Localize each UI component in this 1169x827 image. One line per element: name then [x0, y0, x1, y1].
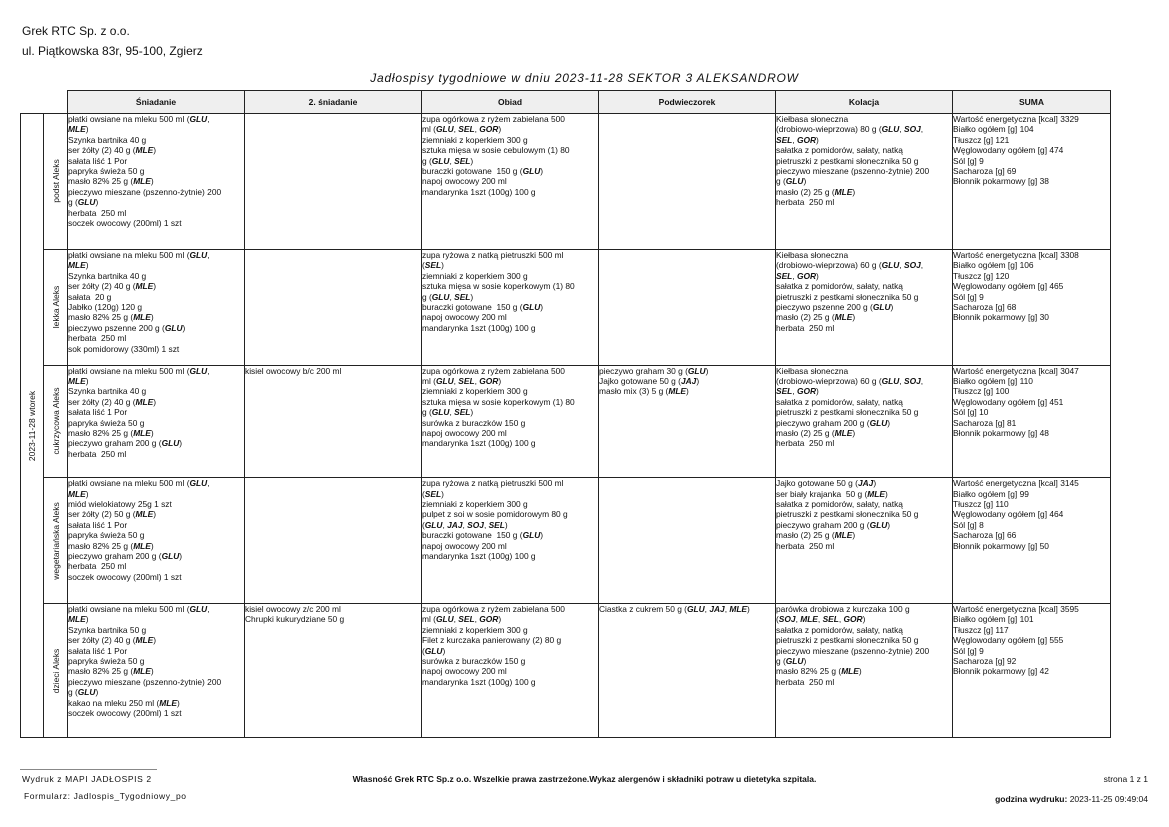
- menu-line: parówka drobiowa z kurczaka 100 g: [776, 604, 910, 615]
- menu-line: masło (2) 25 g (MLE): [776, 428, 856, 439]
- menu-line: soczek owocowy (200ml) 1 szt: [68, 571, 182, 582]
- menu-line: Tłuszcz [g] 117: [953, 624, 1009, 635]
- menu-line: płatki owsiane na mleku 500 ml (GLU,: [68, 478, 210, 489]
- menu-line: MLE): [68, 260, 89, 271]
- menu-line: Szynka bartnika 40 g: [68, 386, 147, 397]
- menu-line: surówka z buraczków 150 g: [422, 656, 526, 667]
- breakfast-cell: [68, 604, 245, 738]
- menu-line: ml (GLU, SEL, GOR): [422, 124, 502, 135]
- second-breakfast-cell: [245, 114, 422, 250]
- menu-line: płatki owsiane na mleku 500 ml (GLU,: [68, 114, 210, 124]
- menu-line: Węglowodany ogółem [g] 474: [953, 145, 1064, 156]
- menu-line: sałatka z pomidorów, sałaty, natką: [776, 624, 903, 635]
- menu-line: masło mix (3) 5 g (MLE): [599, 386, 689, 397]
- menu-line: zupa ogórkowa z ryżem zabielana 500: [422, 114, 565, 124]
- menu-line: (SEL): [422, 488, 444, 499]
- menu-line: napoj owocowy 200 ml: [422, 428, 507, 439]
- menu-line: MLE): [68, 376, 89, 387]
- menu-line: napoj owocowy 200 ml: [422, 666, 507, 677]
- second-breakfast-cell: [245, 604, 422, 738]
- menu-line: Tłuszcz [g] 120: [953, 270, 1010, 281]
- diet-row: [21, 478, 1111, 604]
- header-breakfast: Śniadanie: [68, 91, 245, 114]
- menu-line: Białko ogółem [g] 106: [953, 260, 1034, 271]
- breakfast-cell: [68, 478, 245, 604]
- diet-row: [21, 604, 1111, 738]
- diet-name: podst Aleks: [50, 159, 61, 204]
- menu-line: Białko ogółem [g] 101: [953, 614, 1034, 625]
- menu-line: mandarynka 1szt (100g) 100 g: [422, 676, 536, 687]
- menu-line: herbata 250 ml: [776, 540, 835, 551]
- menu-line: pietruszki z pestkami słonecznika 50 g: [776, 635, 919, 646]
- menu-line: herbata 250 ml: [68, 207, 127, 218]
- menu-line: mandarynka 1szt (100g) 100 g: [422, 438, 536, 449]
- dinner-cell: [776, 478, 953, 604]
- afternoon-snack-cell: [599, 114, 776, 250]
- menu-line: masło (2) 25 g (MLE): [776, 312, 856, 323]
- sum-cell: [953, 365, 1111, 478]
- company-name: Grek RTC Sp. z o.o.: [22, 24, 130, 38]
- diet-name: cukrzycowa Aleks: [50, 387, 61, 455]
- menu-line: Sacharoza [g] 92: [953, 656, 1017, 667]
- menu-line: Węglowodany ogółem [g] 465: [953, 281, 1064, 292]
- menu-line: g (GLU): [68, 687, 99, 698]
- menu-line: herbata 250 ml: [776, 197, 835, 208]
- menu-line: Sól [g] 9: [953, 291, 984, 302]
- menu-line: Jajko gotowane 50 g (JAJ): [776, 478, 877, 489]
- menu-line: herbata 250 ml: [776, 322, 835, 333]
- menu-line: pieczywo graham 30 g (GLU): [599, 365, 709, 376]
- menu-line: Filet z kurczaka panierowany (2) 80 g: [422, 635, 562, 646]
- footer-rule: [20, 769, 157, 770]
- second-breakfast-cell: [245, 478, 422, 604]
- menu-line: zupa ryżowa z natką pietruszki 500 ml: [422, 478, 564, 489]
- menu-line: sałatka z pomidorów, sałaty, natką: [776, 396, 903, 407]
- menu-line: Wartość energetyczna [kcal] 3308: [953, 249, 1079, 260]
- menu-line: kisiel owocowy z/c 200 ml: [245, 604, 341, 615]
- menu-line: pieczywo mieszane (pszenno-żytnie) 200: [776, 645, 930, 656]
- footer-print-time: [995, 794, 1148, 804]
- menu-line: płatki owsiane na mleku 500 ml (GLU,: [68, 249, 210, 260]
- menu-line: pieczywo mieszane (pszenno-żytnie) 200: [68, 186, 222, 197]
- menu-line: Sacharoza [g] 69: [953, 166, 1017, 177]
- lunch-cell: [422, 604, 599, 738]
- menu-line: Kiełbasa słoneczna: [776, 114, 849, 124]
- menu-line: Błonnik pokarmowy [g] 30: [953, 312, 1049, 323]
- lunch-cell: [422, 249, 599, 365]
- diet-name-cell: [44, 478, 68, 604]
- menu-line: Sól [g] 9: [953, 645, 984, 656]
- second-breakfast-cell: [245, 249, 422, 365]
- breakfast-cell: [68, 365, 245, 478]
- menu-line: pietruszki z pestkami słonecznika 50 g: [776, 155, 919, 166]
- header-afternoon-snack: Podwieczorek: [599, 91, 776, 114]
- menu-line: ziemniaki z koperkiem 300 g: [422, 386, 528, 397]
- menu-line: masło 82% 25 g (MLE): [68, 176, 154, 187]
- header-sum: SUMA: [953, 91, 1111, 114]
- menu-line: Błonnik pokarmowy [g] 42: [953, 666, 1049, 677]
- menu-line: herbata 250 ml: [776, 676, 835, 687]
- footer-form: Formularz: Jadlospis_Tygodniowy_po: [24, 791, 187, 801]
- menu-line: buraczki gotowane 150 g (GLU): [422, 530, 544, 541]
- menu-line: płatki owsiane na mleku 500 ml (GLU,: [68, 365, 210, 376]
- menu-line: ser żółty (2) 40 g (MLE): [68, 145, 156, 156]
- sum-cell: [953, 478, 1111, 604]
- menu-line: sałata 20 g: [68, 291, 112, 302]
- diet-row: [21, 114, 1111, 250]
- menu-line: mandarynka 1szt (100g) 100 g: [422, 551, 536, 562]
- menu-line: Tłuszcz [g] 110: [953, 499, 1009, 510]
- diet-name-cell: [44, 604, 68, 738]
- menu-line: sałata liść 1 Por: [68, 519, 128, 530]
- diet-name: dzieci Aleks: [50, 648, 61, 693]
- footer-print-time-label: godzina wydruku:: [995, 794, 1068, 804]
- menu-line: ziemniaki z koperkiem 300 g: [422, 134, 528, 145]
- menu-line: g (GLU): [68, 197, 99, 208]
- menu-line: masło 82% 25 g (MLE): [68, 312, 154, 323]
- menu-line: Węglowodany ogółem [g] 555: [953, 635, 1064, 646]
- menu-line: miód wielokiatowy 25g 1 szt: [68, 499, 172, 510]
- menu-line: pieczywo mieszane (pszenno-żytnie) 200: [776, 166, 930, 177]
- menu-line: soczek owocowy (200ml) 1 szt: [68, 218, 182, 229]
- menu-line: pieczywo graham 200 g (GLU): [68, 438, 183, 449]
- menu-line: ser biały krajanka 50 g (MLE): [776, 488, 888, 499]
- sum-cell: [953, 114, 1111, 250]
- menu-line: masło 82% 25 g (MLE): [68, 428, 154, 439]
- menu-line: Węglowodany ogółem [g] 451: [953, 396, 1064, 407]
- menu-line: sok pomidorowy (330ml) 1 szt: [68, 343, 180, 354]
- menu-line: zupa ogórkowa z ryżem zabielana 500: [422, 365, 565, 376]
- menu-line: Sól [g] 9: [953, 155, 984, 166]
- menu-line: Sacharoza [g] 81: [953, 417, 1017, 428]
- menu-line: surówka z buraczków 150 g: [422, 417, 526, 428]
- diet-name-cell: [44, 249, 68, 365]
- dinner-cell: [776, 604, 953, 738]
- diet-name: wegetariańska Aleks: [50, 501, 61, 580]
- menu-line: pieczywo pszenne 200 g (GLU): [68, 322, 186, 333]
- menu-line: (drobiowo-wieprzowa) 60 g (GLU, SOJ,: [776, 260, 924, 271]
- menu-line: g (GLU, SEL): [422, 291, 474, 302]
- menu-line: (SEL): [422, 260, 444, 271]
- company-address: ul. Piątkowska 83r, 95-100, Zgierz: [22, 44, 203, 58]
- menu-table: [20, 90, 1111, 738]
- menu-line: Sacharoza [g] 68: [953, 301, 1017, 312]
- menu-line: mandarynka 1szt (100g) 100 g: [422, 322, 536, 333]
- menu-line: masło 82% 25 g (MLE): [68, 540, 154, 551]
- menu-line: buraczki gotowane 150 g (GLU): [422, 166, 544, 177]
- second-breakfast-cell: [245, 365, 422, 478]
- menu-line: sałata liść 1 Por: [68, 155, 128, 166]
- menu-line: Tłuszcz [g] 100: [953, 386, 1010, 397]
- menu-line: kakao na mleku 250 ml (MLE): [68, 697, 180, 708]
- menu-line: napoj owocowy 200 ml: [422, 176, 507, 187]
- menu-line: ser żółty (2) 40 g (MLE): [68, 635, 156, 646]
- diet-name: lekka Aleks: [50, 286, 61, 329]
- menu-line: (GLU): [422, 645, 446, 656]
- menu-line: sałatka z pomidorów, sałaty, natką: [776, 281, 903, 292]
- menu-line: ser żółty (2) 40 g (MLE): [68, 396, 156, 407]
- afternoon-snack-cell: [599, 249, 776, 365]
- menu-line: herbata 250 ml: [776, 438, 835, 449]
- breakfast-cell: [68, 114, 245, 250]
- menu-line: sztuka mięsa w sosie cebulowym (1) 80: [422, 145, 570, 156]
- menu-line: Sól [g] 8: [953, 519, 984, 530]
- header-lunch: Obiad: [422, 91, 599, 114]
- menu-line: ziemniaki z koperkiem 300 g: [422, 624, 528, 635]
- footer-page: strona 1 z 1: [1103, 774, 1148, 784]
- date-label: 2023-11-28 wtorek: [27, 390, 37, 461]
- menu-line: g (GLU, SEL): [422, 407, 474, 418]
- sum-cell: [953, 604, 1111, 738]
- menu-line: (GLU, JAJ, SOJ, SEL): [422, 519, 508, 530]
- menu-line: sztuka mięsa w sosie koperkowym (1) 80: [422, 396, 575, 407]
- menu-line: Chrupki kukurydziane 50 g: [245, 614, 345, 625]
- menu-line: masło 82% 25 g (MLE): [68, 666, 154, 677]
- afternoon-snack-cell: [599, 604, 776, 738]
- menu-line: MLE): [68, 124, 89, 135]
- menu-line: ziemniaki z koperkiem 300 g: [422, 499, 528, 510]
- header-row: [21, 91, 1111, 114]
- menu-line: pieczywo graham 200 g (GLU): [68, 551, 183, 562]
- menu-line: pieczywo mieszane (pszenno-żytnie) 200: [68, 676, 222, 687]
- menu-line: sałatka z pomidorów, sałaty, natką: [776, 145, 903, 156]
- menu-line: masło (2) 25 g (MLE): [776, 186, 856, 197]
- menu-line: (SOJ, MLE, SEL, GOR): [776, 614, 866, 625]
- menu-line: pieczywo graham 200 g (GLU): [776, 417, 891, 428]
- menu-line: Szynka bartnika 50 g: [68, 624, 147, 635]
- lunch-cell: [422, 114, 599, 250]
- menu-line: Białko ogółem [g] 104: [953, 124, 1034, 135]
- menu-line: Wartość energetyczna [kcal] 3145: [953, 478, 1079, 489]
- menu-line: ser żółty (2) 40 g (MLE): [68, 281, 156, 292]
- menu-line: Jajko gotowane 50 g (JAJ): [599, 376, 700, 387]
- menu-line: Białko ogółem [g] 110: [953, 376, 1033, 387]
- menu-line: buraczki gotowane 150 g (GLU): [422, 301, 544, 312]
- afternoon-snack-cell: [599, 365, 776, 478]
- menu-line: pietruszki z pestkami słonecznika 50 g: [776, 291, 919, 302]
- menu-line: pulpet z soi w sosie pomidorowym 80 g: [422, 509, 568, 520]
- menu-line: Sacharoza [g] 66: [953, 530, 1017, 541]
- menu-line: Ciastka z cukrem 50 g (GLU, JAJ, MLE): [599, 604, 750, 615]
- menu-line: soczek owocowy (200ml) 1 szt: [68, 708, 182, 719]
- menu-line: pietruszki z pestkami słonecznika 50 g: [776, 407, 919, 418]
- menu-line: g (GLU): [776, 176, 807, 187]
- menu-line: (drobiowo-wieprzowa) 80 g (GLU, SOJ,: [776, 124, 924, 135]
- menu-line: Jabłko (120g) 120 g: [68, 301, 143, 312]
- dinner-cell: [776, 114, 953, 250]
- menu-line: Sól [g] 10: [953, 407, 989, 418]
- sum-cell: [953, 249, 1111, 365]
- date-cell: [21, 114, 44, 738]
- menu-line: papryka świeża 50 g: [68, 530, 145, 541]
- menu-line: SEL, GOR): [776, 270, 819, 281]
- menu-line: ml (GLU, SEL, GOR): [422, 614, 502, 625]
- menu-line: płatki owsiane na mleku 500 ml (GLU,: [68, 604, 210, 615]
- diet-row: [21, 249, 1111, 365]
- menu-line: zupa ryżowa z natką pietruszki 500 ml: [422, 249, 564, 260]
- menu-line: sałatka z pomidorów, sałaty, natką: [776, 499, 903, 510]
- menu-line: Wartość energetyczna [kcal] 3595: [953, 604, 1079, 615]
- header-corner: [21, 91, 68, 114]
- menu-line: napoj owocowy 200 ml: [422, 540, 507, 551]
- menu-line: sztuka mięsa w sosie koperkowym (1) 80: [422, 281, 575, 292]
- menu-line: herbata 250 ml: [68, 333, 127, 344]
- menu-line: Wartość energetyczna [kcal] 3329: [953, 114, 1079, 124]
- menu-line: g (GLU, SEL): [422, 155, 474, 166]
- diet-name-cell: [44, 114, 68, 250]
- menu-line: Białko ogółem [g] 99: [953, 488, 1029, 499]
- menu-line: sałata liść 1 Por: [68, 645, 128, 656]
- menu-line: Szynka bartnika 40 g: [68, 270, 147, 281]
- footer-ownership: Własność Grek RTC Sp.z o.o. Wszelkie prawa zastrzeżone.Wykaz alergenów i składniki potraw u dietetyka szpitala.: [352, 774, 817, 784]
- footer-printout: Wydruk z MAPI JADŁOSPIS 2: [22, 774, 152, 784]
- page-title: Jadłospisy tygodniowe w dniu 2023-11-28 SEKTOR 3 ALEKSANDROW: [370, 71, 799, 85]
- menu-line: mandarynka 1szt (100g) 100 g: [422, 186, 536, 197]
- menu-line: napoj owocowy 200 ml: [422, 312, 507, 323]
- menu-line: pieczywo pszenne 200 g (GLU): [776, 301, 894, 312]
- menu-line: papryka świeża 50 g: [68, 166, 145, 177]
- menu-line: Szynka bartnika 40 g: [68, 134, 147, 145]
- afternoon-snack-cell: [599, 478, 776, 604]
- menu-line: g (GLU): [776, 656, 807, 667]
- menu-line: ziemniaki z koperkiem 300 g: [422, 270, 528, 281]
- lunch-cell: [422, 365, 599, 478]
- header-second-breakfast: 2. śniadanie: [245, 91, 422, 114]
- menu-line: (drobiowo-wieprzowa) 60 g (GLU, SOJ,: [776, 376, 924, 387]
- menu-line: Węglowodany ogółem [g] 464: [953, 509, 1064, 520]
- footer-print-time-value: 2023-11-25 09:49:04: [1069, 794, 1148, 804]
- menu-line: herbata 250 ml: [68, 448, 127, 459]
- menu-line: kisiel owocowy b/c 200 ml: [245, 365, 342, 376]
- breakfast-cell: [68, 249, 245, 365]
- menu-line: Błonnik pokarmowy [g] 38: [953, 176, 1049, 187]
- menu-line: Błonnik pokarmowy [g] 50: [953, 540, 1049, 551]
- menu-line: ser żółty (2) 50 g (MLE): [68, 509, 156, 520]
- menu-line: Wartość energetyczna [kcal] 3047: [953, 365, 1079, 376]
- menu-line: pietruszki z pestkami słonecznika 50 g: [776, 509, 919, 520]
- menu-line: masło 82% 25 g (MLE): [776, 666, 862, 677]
- menu-line: SEL, GOR): [776, 386, 819, 397]
- menu-line: herbata 250 ml: [68, 561, 127, 572]
- lunch-cell: [422, 478, 599, 604]
- header-dinner: Kolacja: [776, 91, 953, 114]
- menu-line: Kiełbasa słoneczna: [776, 365, 849, 376]
- menu-line: papryka świeża 50 g: [68, 417, 145, 428]
- menu-line: Kiełbasa słoneczna: [776, 249, 849, 260]
- menu-line: pieczywo graham 200 g (GLU): [776, 519, 891, 530]
- dinner-cell: [776, 365, 953, 478]
- menu-line: zupa ogórkowa z ryżem zabielana 500: [422, 604, 565, 615]
- menu-line: MLE): [68, 488, 89, 499]
- menu-line: papryka świeża 50 g: [68, 656, 145, 667]
- menu-line: sałata liść 1 Por: [68, 407, 128, 418]
- menu-line: masło (2) 25 g (MLE): [776, 530, 856, 541]
- menu-line: Tłuszcz [g] 121: [953, 134, 1010, 145]
- menu-line: SEL, GOR): [776, 134, 819, 145]
- menu-line: MLE): [68, 614, 89, 625]
- diet-row: [21, 365, 1111, 478]
- diet-name-cell: [44, 365, 68, 478]
- menu-line: Błonnik pokarmowy [g] 48: [953, 428, 1049, 439]
- menu-line: ml (GLU, SEL, GOR): [422, 376, 502, 387]
- dinner-cell: [776, 249, 953, 365]
